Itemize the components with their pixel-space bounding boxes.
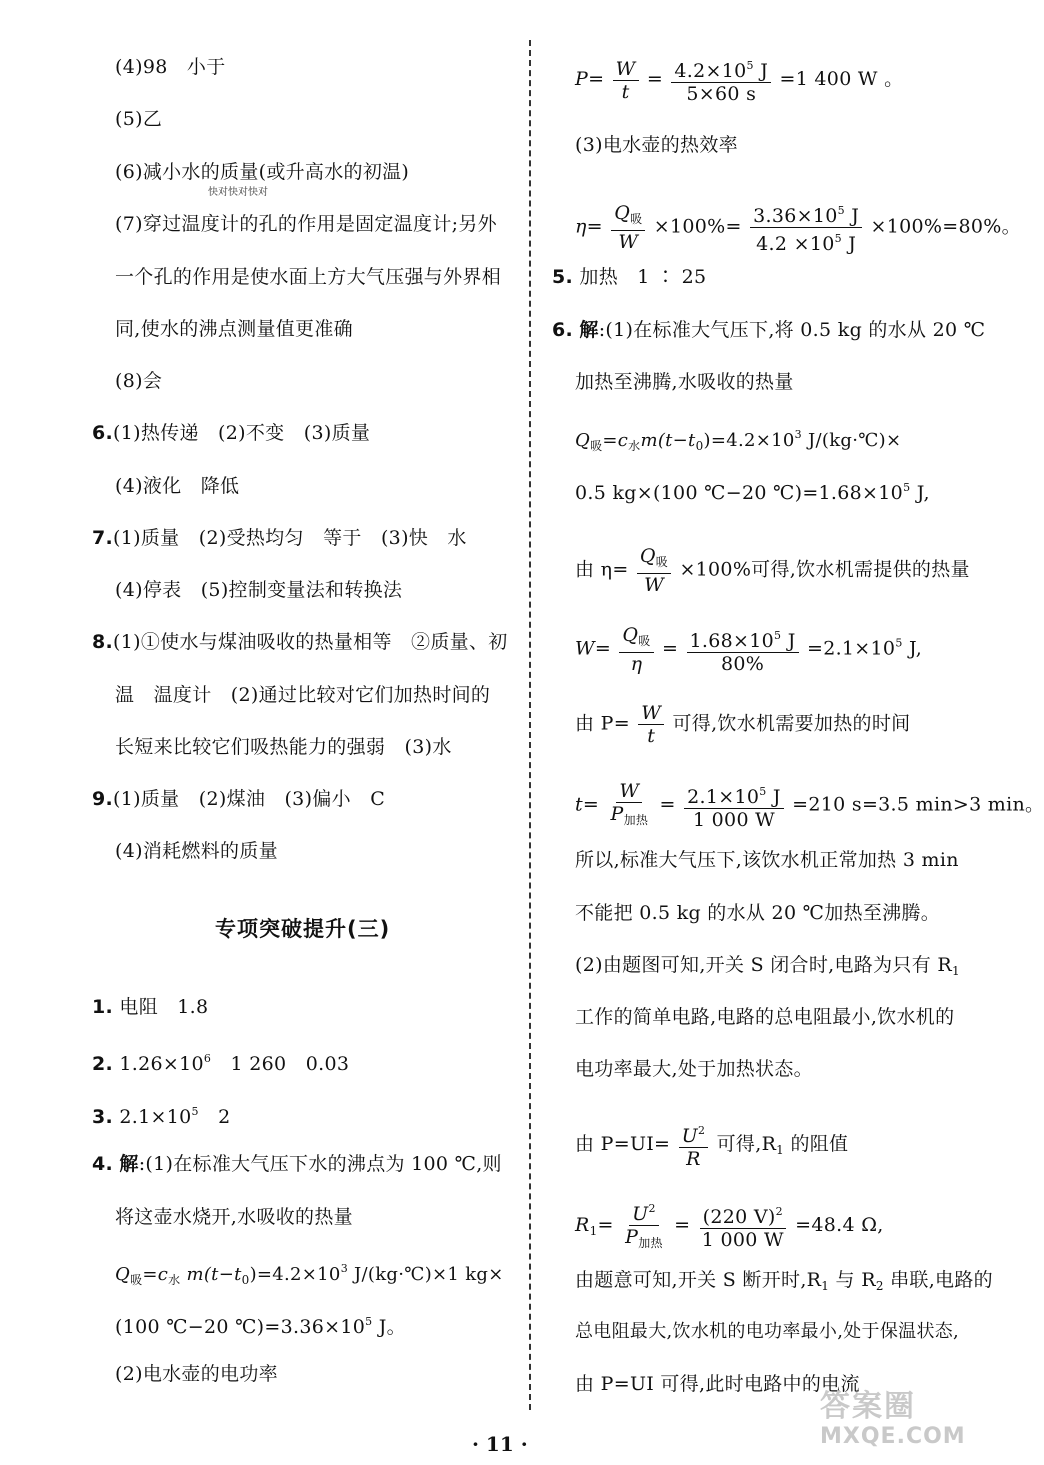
answer-text: (1)热传递 (2)不变 (3)质量: [113, 422, 371, 444]
answer-line: 将这壶水烧开,水吸收的热量: [115, 1206, 353, 1228]
question-number: 6.: [92, 422, 114, 444]
answer-text: 电阻 1.8: [119, 996, 209, 1018]
answer-text: 2.1×10: [119, 1106, 192, 1128]
subscript: 水: [168, 1273, 181, 1287]
answer-text: 加热 1 ∶ 25: [579, 266, 707, 288]
formula-text: ×100%=80%。: [870, 215, 1021, 238]
exponent: 5: [191, 1105, 199, 1118]
subscript: 吸: [655, 555, 669, 569]
exponent: 3: [340, 1262, 348, 1275]
answer-line: 温 温度计 (2)通过比较对它们加热时间的: [115, 684, 491, 706]
question-number: 3.: [92, 1106, 114, 1128]
numerator: [619, 624, 653, 653]
numerator: W: [613, 58, 639, 81]
answer-text: 1.26×10: [119, 1053, 204, 1075]
formula-text: 0.5 kg×(100 ℃−20 ℃)=1.68×10: [575, 482, 904, 504]
answer-line: 由 P=UI 可得,此时电路中的电流: [575, 1373, 860, 1395]
fraction: [699, 1201, 787, 1251]
formula-text: =: [659, 793, 676, 816]
section-q4: [92, 1152, 502, 1176]
formula-text: 的阻值: [784, 1133, 849, 1155]
symbol: U: [681, 1125, 698, 1147]
exponent: 5: [365, 1315, 373, 1328]
formula-text: =210 s=3.5 min>3 min。: [792, 793, 1044, 816]
section-q1: [92, 995, 208, 1019]
numerator: [679, 1120, 709, 1148]
subscript: 0: [695, 439, 704, 453]
formula-text: )=4.2×10: [249, 1264, 341, 1285]
symbol: m(t−t: [640, 430, 696, 451]
formula-text: =: [646, 68, 664, 90]
fraction: [619, 624, 653, 675]
symbol: Q: [639, 545, 656, 567]
answer-line: (7)穿过温度计的孔的作用是固定温度计;另外: [115, 213, 497, 235]
answer-line: 所以,标准大气压下,该饮水机正常加热 3 min: [575, 849, 959, 871]
solution-label: 解: [119, 1153, 139, 1175]
exponent: 5: [774, 628, 782, 642]
exponent: 2: [648, 1202, 656, 1215]
exponent: 5: [837, 204, 845, 217]
watermark-text: 答案圈: [820, 1389, 916, 1424]
answer-text: 由题意可知,开关 S 断开时,R: [575, 1269, 822, 1291]
formula-line: [575, 1198, 884, 1254]
exponent: 2: [697, 1124, 706, 1137]
symbol: =c: [142, 1264, 169, 1285]
symbol: Q: [575, 430, 591, 451]
subscript: 1: [589, 1224, 598, 1238]
question-6: [92, 421, 370, 445]
question-number: 5.: [552, 266, 574, 288]
exponent: 6: [203, 1052, 212, 1065]
answer-text: :(1)在标准大气压下水的沸点为 100 ℃,则: [138, 1153, 502, 1175]
question-number: 9.: [92, 788, 114, 810]
formula-line: [575, 55, 903, 105]
section-q2: [92, 1047, 349, 1076]
symbol: P: [610, 803, 624, 825]
answer-line: (4)98 小于: [115, 56, 226, 78]
solution-label: 解: [579, 319, 599, 341]
subscript: 加热: [638, 1236, 663, 1250]
formula-line: [115, 1310, 406, 1339]
formula-text: (100 ℃−20 ℃)=3.36×10: [115, 1316, 366, 1338]
fraction: [637, 545, 671, 596]
subscript: 加热: [623, 813, 649, 827]
answer-line: 工作的简单电路,电路的总电阻最小,饮水机的: [575, 1006, 955, 1028]
answer-text: :(1)在标准大气压下,将 0.5 kg 的水从 20 ℃: [598, 319, 986, 341]
answer-line: (2)电水壶的电功率: [115, 1363, 278, 1385]
answer-text: 2: [198, 1106, 231, 1128]
answer-line: (3)电水壶的热效率: [575, 134, 738, 156]
answer-line: 电功率最大,处于加热状态。: [575, 1058, 813, 1080]
exponent: 5: [746, 59, 754, 72]
overlay-small-text: 快对快对快对: [208, 187, 268, 198]
formula-text: J,: [902, 637, 923, 660]
question-number: 4.: [92, 1153, 114, 1175]
fraction: [608, 780, 652, 831]
denominator: t: [647, 725, 656, 747]
subscript: 0: [241, 1273, 250, 1287]
denominator: t: [621, 80, 630, 103]
denominator: R: [686, 1148, 701, 1170]
formula-text: 1.68×10: [689, 629, 775, 652]
answer-line: (4)停表 (5)控制变量法和转换法: [115, 579, 403, 601]
formula-text: J/(kg·℃)×1 kg×: [348, 1264, 504, 1285]
denominator: η: [630, 653, 643, 675]
denominator: 1 000 W: [701, 1229, 784, 1251]
symbol: Q: [622, 624, 639, 646]
formula-text: =48.4 Ω,: [795, 1214, 884, 1236]
subscript: 1: [821, 1279, 830, 1293]
answer-text: (2)由题图可知,开关 S 闭合时,电路为只有 R: [575, 954, 952, 976]
exponent: 5: [895, 636, 903, 650]
answer-text: 与 R: [829, 1269, 876, 1291]
numerator: W: [638, 702, 664, 725]
answer-line: [575, 1268, 993, 1298]
symbol: Q: [614, 202, 631, 224]
formula-text: P=: [575, 68, 605, 90]
question-number: 6.: [552, 319, 574, 341]
formula-text: )=4.2×10: [703, 430, 795, 451]
question-5: [552, 265, 706, 289]
question-9: [92, 787, 385, 811]
fraction: [613, 58, 639, 103]
subscript: 吸: [130, 1273, 143, 1287]
formula-text: 由 P=: [575, 712, 630, 735]
formula-text: J: [844, 205, 860, 227]
denominator: 80%: [721, 652, 765, 675]
formula-text: W=: [575, 637, 612, 660]
denominator: 1 000 W: [692, 808, 775, 831]
fraction: [684, 781, 784, 831]
subscript: 1: [951, 964, 960, 978]
answer-line: 总电阻最大,饮水机的电功率最小,处于保温状态,: [575, 1321, 960, 1342]
numerator: [684, 781, 784, 809]
numerator: [637, 545, 671, 574]
answer-line: (8)会: [115, 370, 163, 392]
fraction: [638, 702, 664, 747]
formula-line: [575, 476, 930, 505]
formula-text: J: [841, 233, 857, 255]
answer-text: (1)质量 (2)受热均匀 等于 (3)快 水: [113, 527, 467, 549]
formula-text: J,: [910, 482, 930, 504]
formula-text: (220 V): [702, 1206, 776, 1228]
numerator: W: [616, 780, 642, 803]
denominator: [622, 1226, 666, 1254]
formula-line: [575, 624, 922, 675]
answer-line: (5)乙: [115, 108, 163, 130]
formula-text: =: [597, 1214, 614, 1236]
formula-text: 4.2 ×10: [756, 233, 835, 255]
answer-line: (4)消耗燃料的质量: [115, 840, 278, 862]
fraction: [679, 1120, 709, 1170]
formula-text: =: [661, 637, 679, 660]
fraction: [671, 55, 771, 105]
formula-text: 3.36×10: [753, 205, 838, 227]
numerator: [750, 200, 862, 228]
formula-text: 2.1×10: [687, 785, 760, 808]
formula-text: 可得,R: [716, 1133, 777, 1155]
symbol: =c: [602, 430, 629, 451]
answer-line: 长短来比较它们吸热能力的强弱 (3)水: [115, 736, 452, 758]
answer-line: (4)液化 降低: [115, 475, 240, 497]
numerator: [611, 202, 645, 231]
section-title: 专项突破提升(三): [215, 917, 391, 941]
fraction: [622, 1198, 666, 1254]
denominator: [753, 228, 859, 255]
answer-line: 同,使水的沸点测量值更准确: [115, 318, 353, 340]
question-7: [92, 526, 467, 550]
exponent: 3: [794, 428, 802, 441]
answer-line: [575, 953, 960, 983]
subscript: 2: [875, 1279, 884, 1293]
answer-text: 1 260 0.03: [211, 1053, 350, 1075]
exponent: 5: [834, 232, 842, 245]
exponent: 5: [759, 784, 767, 798]
page-number: · 11 ·: [472, 1432, 528, 1456]
formula-line: [115, 1257, 504, 1292]
answer-line: (6)减小水的质量(或升高水的初温): [115, 161, 410, 183]
question-number: 8.: [92, 631, 114, 653]
subscript: 1: [776, 1143, 785, 1157]
answer-line: 不能把 0.5 kg 的水从 20 ℃加热至沸腾。: [575, 902, 941, 924]
column-divider: [529, 40, 531, 1410]
formula-line: [575, 702, 910, 747]
formula-text: 4.2×10: [674, 60, 747, 82]
formula-line: [575, 423, 901, 458]
symbol: P: [625, 1226, 639, 1248]
fraction: [750, 200, 862, 255]
formula-text: 由 P=UI=: [575, 1133, 671, 1155]
answer-line: 一个孔的作用是使水面上方大气压强与外界相: [115, 266, 502, 288]
fraction: [611, 202, 645, 253]
subscript: 水: [628, 439, 641, 453]
watermark-logo: [820, 1390, 990, 1460]
formula-text: =1 400 W 。: [779, 68, 904, 90]
denominator: 5×60 s: [686, 83, 757, 105]
question-number: 2.: [92, 1053, 114, 1075]
formula-text: J: [781, 629, 796, 652]
question-number: 7.: [92, 527, 114, 549]
answer-text: (1)质量 (2)煤油 (3)偏小 C: [113, 788, 386, 810]
question-number: 1.: [92, 996, 114, 1018]
symbol: m(t−t: [180, 1264, 242, 1285]
denominator: W: [618, 231, 639, 253]
formula-text: J。: [372, 1316, 406, 1338]
symbol: Q: [115, 1264, 131, 1285]
numerator: [700, 1201, 786, 1229]
numerator: [671, 55, 771, 83]
subscript: 吸: [638, 634, 651, 648]
formula-text: J: [766, 785, 781, 808]
fraction: [687, 625, 799, 675]
formula-line: [575, 1120, 848, 1170]
numerator: [687, 625, 799, 653]
section-q3: [92, 1100, 231, 1129]
subscript: 吸: [590, 439, 603, 453]
formula-line: [575, 200, 1021, 255]
numerator: [629, 1198, 659, 1226]
denominator: W: [644, 574, 664, 596]
formula-text: ×100%=: [653, 215, 742, 238]
formula-text: 可得,饮水机需要加热的时间: [672, 712, 911, 735]
denominator: [608, 803, 652, 831]
formula-text: ×100%可得,饮水机需提供的热量: [679, 558, 970, 581]
formula-text: t=: [575, 793, 600, 816]
watermark-url: MXQE.COM: [820, 1424, 966, 1449]
subscript: 吸: [630, 212, 643, 226]
exponent: 5: [903, 481, 911, 494]
formula-text: 由 η=: [575, 558, 629, 581]
formula-text: J: [753, 60, 769, 82]
question-6: [552, 318, 985, 342]
exponent: 2: [775, 1205, 783, 1218]
answer-text: 串联,电路的: [883, 1269, 993, 1291]
formula-text: =: [674, 1214, 691, 1236]
symbol: R: [575, 1214, 590, 1236]
answer-line: 加热至沸腾,水吸收的热量: [575, 371, 794, 393]
formula-text: η=: [575, 215, 603, 238]
formula-line: [575, 780, 1044, 831]
formula-text: J/(kg·℃)×: [801, 430, 902, 451]
formula-line: [575, 545, 970, 596]
symbol: U: [632, 1203, 649, 1225]
answer-text: (1)①使水与煤油吸收的热量相等 ②质量、初: [113, 631, 508, 653]
question-8: [92, 630, 508, 654]
formula-text: =2.1×10: [806, 637, 896, 660]
